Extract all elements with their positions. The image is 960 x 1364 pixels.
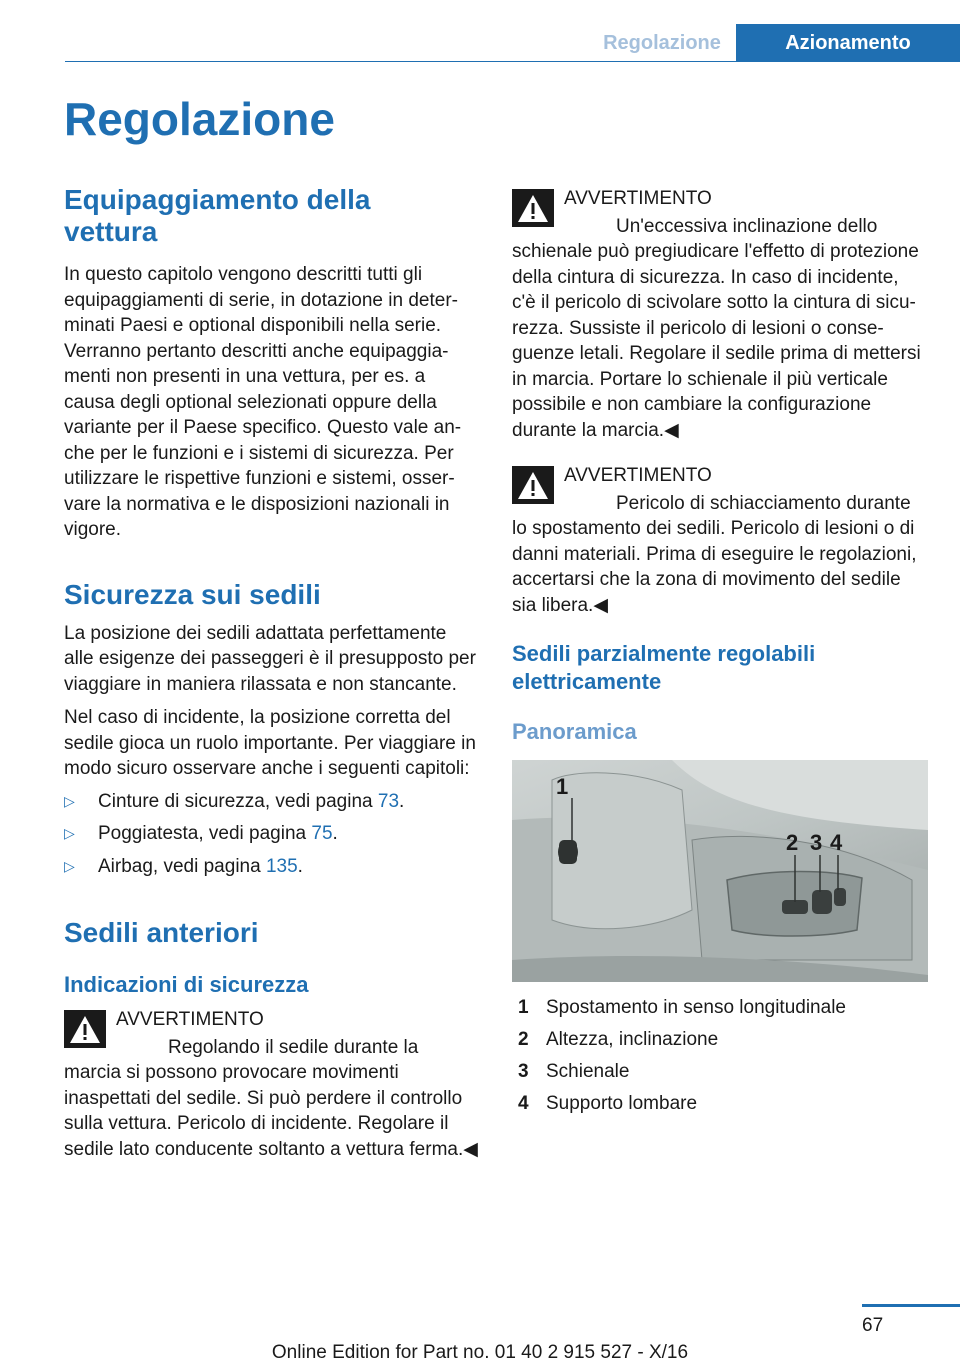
legend-number: 3 [518,1061,529,1082]
warning-block-1 [64,1007,478,1162]
list-item-period: . [399,790,405,812]
chapter-reference-list [64,789,478,880]
figure-label: 4 [830,830,843,855]
legend-item [512,1024,926,1056]
page-number: 67 [862,1315,884,1336]
warning-text: Pericolo di schiacciamento durante lo spostamento dei sedili. Pericolo di lesioni o di danni materiali. Prima di eseguire le regolazioni, accertarsi che la zona di movimento del sedile sia libera.◀ [512,492,917,616]
list-item [64,789,478,815]
warning-title: AVVERTIMENTO [564,188,712,209]
header-section-tab[interactable]: Regolazione [603,32,721,54]
seat-illustration [512,760,928,982]
figure-label: 3 [810,830,823,855]
footer-rule [862,1304,960,1307]
paragraph-sicurezza-2: Nel caso di incidente, la posizione corretta del sedile gioca un ruolo importante. Per viaggiare in modo sicuro osservare anche i seguenti capitoli: [64,707,476,779]
legend-item [512,1056,926,1088]
triangle-bullet-icon: ▷ [64,857,75,874]
heading-sicurezza-sedili: Sicurezza sui sedili [64,578,321,610]
legend-text: Supporto lombare [546,1093,698,1114]
warning-block-3 [512,463,926,618]
legend-text: Spostamento in senso longitudinale [546,997,846,1018]
warning-title: AVVERTIMENTO [564,465,712,486]
heading-panoramica: Panoramica [512,719,637,744]
triangle-bullet-icon: ▷ [64,792,75,809]
footer-edition: Online Edition for Part no. 01 40 2 915 527 - X/16 [271,1342,689,1363]
page-title: Regolazione [64,93,335,145]
paragraph-equipaggiamento: In questo capitolo vengono descritti tutti gli equipaggiamenti di serie, in dotazione in determinati Paesi e optional disponibili nella serie. Verranno pertanto descritti anche equipaggiamenti non presenti in una vettura, per es. a causa degli optional selezionati oppure della variante per il Paese specifico. Questo vale anche per le funzioni e i sistemi di sicurezza. Per utilizzare le rispettive funzioni e sistemi, osservare la normativa e le disposizioni nazionali in vigore. [64,264,462,540]
warning-triangle-icon [512,466,554,504]
warning-triangle-icon [64,1010,106,1048]
legend-item [512,1088,926,1120]
figure-label: 2 [786,830,799,855]
legend-list [512,992,926,1120]
list-item-text: Poggiatesta, vedi pagina [98,823,312,844]
heading-sedili-anteriori: Sedili anteriori [64,917,259,948]
legend-number: 2 [518,1029,529,1050]
page-link-75[interactable]: 75 [311,823,333,844]
page-link-135[interactable]: 135 [265,855,298,877]
figure-label: 1 [556,774,569,799]
heading-indicazioni-sicurezza: Indicazioni di sicurezza [64,972,309,997]
heading-equipaggiamento: Equipaggiamento della vettura [64,184,371,247]
warning-title: AVVERTIMENTO [116,1009,264,1030]
warning-text: Un'eccessiva inclinazione dello schienale può pregiudicare l'effetto di protezione della cintura di sicurezza. In caso di incidente, c'è il pericolo di scivolare sotto la cintura di sicurezza. Sussiste il pericolo di lesioni o conseguenze letali. Regolare il sedile prima di mettersi in marcia. Portare lo schienale il più verticale possibile e non cambiare la configurazione durante la marcia.◀ [512,215,921,441]
legend-number: 1 [518,997,529,1018]
header-chapter-tab[interactable]: Azionamento [736,24,960,62]
warning-text: Regolando il sedile durante la marcia si possono provocare movimenti inaspettati del sedile. Si può perdere il controllo sulla vettura. Pericolo di incidente. Regolare il sedile lato conducente soltanto a vettura ferma.◀ [64,1036,478,1160]
seat-controls-figure [512,760,928,982]
list-item-text: Airbag, vedi pagina [98,855,266,877]
list-item [64,821,478,847]
page-link-73[interactable]: 73 [377,790,400,812]
warning-triangle-icon [512,189,554,227]
legend-text: Schienale [546,1061,630,1082]
legend-item [512,992,926,1024]
warning-block-2 [512,186,926,443]
header-rule [65,61,960,62]
right-column [512,186,926,1120]
legend-text: Altezza, inclinazione [546,1029,719,1050]
legend-number: 4 [518,1093,529,1114]
triangle-bullet-icon: ▷ [64,825,75,841]
list-item-text: Cinture di sicurezza, vedi pagina [98,790,378,812]
list-item [64,854,478,880]
heading-sedili-parzialmente: Sedili parzialmente regolabili elettricamente [512,641,816,694]
list-item-period: . [297,855,303,877]
left-column [64,184,478,1162]
list-item-period: . [332,823,338,844]
paragraph-sicurezza-1: La posizione dei sedili adattata perfettamente alle esigenze dei passeggeri è il presupposto per viaggiare in maniera rilassata e non stancante. [64,622,476,695]
